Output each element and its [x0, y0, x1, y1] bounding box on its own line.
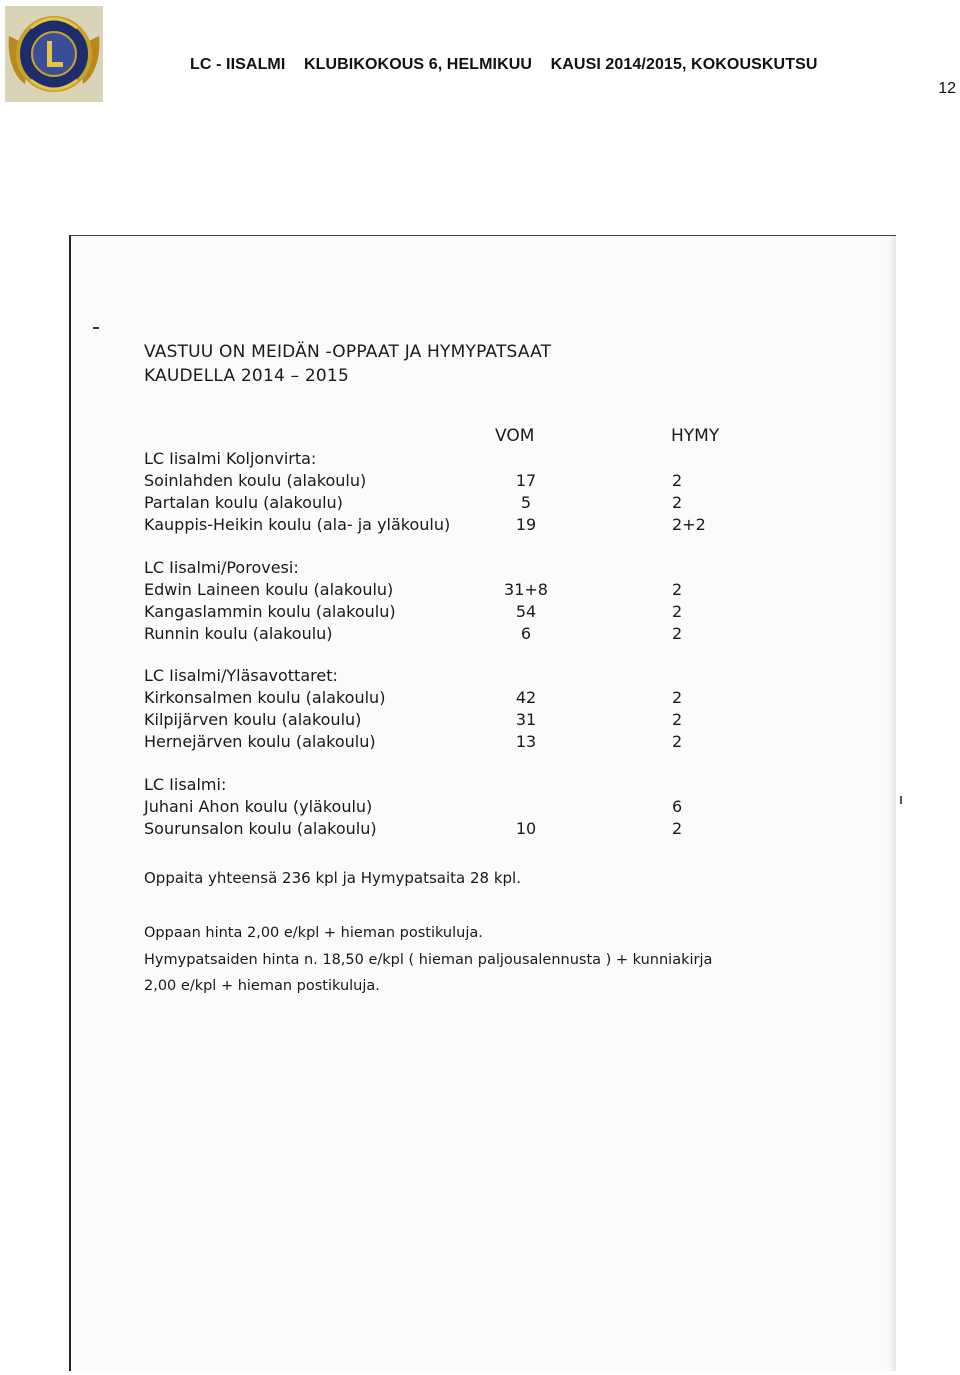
header-season: KAUSI 2014/2015, KOKOUSKUTSU	[550, 56, 818, 73]
page-number: 12	[938, 80, 956, 97]
hymy-count: 2	[672, 819, 683, 838]
column-header-hymy: HYMY	[671, 426, 720, 446]
vom-count: 54	[515, 602, 537, 621]
scanned-sheet: VASTUU ON MEIDÄN -OPPAAT JA HYMYPATSAAT KAUDELLA 2014 – 2015 VOM HYMY LC Iisalmi Koljonvirta: Soinlahden koulu (alakoulu) 17 2 Partalan koulu (alakoulu) 5 2 Kauppis-Heikin koulu (ala- ja yläkoulu) 19 2+2 LC Iisalmi/Porovesi: Edwin Laineen koulu (alakoulu) 31+8 2 Kangaslammin koulu (alakoulu) 54 2 Runnin koulu (alakoulu) 6 2 LC Iisalmi/Yläsavottaret: Kirkonsalmen koulu (alakoulu) 42 2 Kilpijärven koulu (alakoulu) 31 2 Hernejärven koulu (alakoulu) 13 2 LC Iisalmi: Juhani Ahon koulu (yläkoulu) 6 Sourunsalon koulu (alakoulu) 10 2 Oppaita yhteensä 236 kpl ja Hymypatsaita 28 kpl. Oppaan hinta 2,00 e/kpl + hieman postikuluja. Hymypatsaiden hinta n. 18,50 e/kpl ( hieman paljousalennusta ) + kunniakirja 2,00 e/kpl + hieman postikuluja.	[69, 235, 896, 1371]
note-certificate-price: 2,00 e/kpl + hieman postikuluja.	[144, 978, 380, 994]
document-title-line1: VASTUU ON MEIDÄN -OPPAAT JA HYMYPATSAAT	[144, 342, 552, 362]
hymy-count: 2	[672, 624, 683, 643]
vom-count: 13	[515, 732, 537, 751]
hymy-count: 2	[672, 493, 683, 512]
note-statue-price: Hymypatsaiden hinta n. 18,50 e/kpl ( hieman paljousalennusta ) + kunniakirja	[144, 951, 713, 968]
column-header-vom: VOM	[495, 426, 535, 446]
school-name: Soinlahden koulu (alakoulu)	[144, 471, 367, 490]
school-name: Kilpijärven koulu (alakoulu)	[144, 710, 362, 729]
hymy-count: 2	[672, 471, 683, 490]
school-name: Sourunsalon koulu (alakoulu)	[144, 819, 377, 838]
price-notes	[144, 920, 712, 1000]
document-title	[144, 340, 551, 388]
header-meeting: KLUBIKOKOUS 6, HELMIKUU	[303, 56, 533, 73]
vom-count: 42	[515, 688, 537, 707]
lions-emblem-icon	[5, 6, 103, 102]
hymy-count: 2	[672, 580, 683, 599]
header-title	[190, 56, 832, 74]
hymy-count: 2	[672, 732, 683, 751]
lions-logo	[5, 6, 103, 102]
vom-count: 5	[520, 493, 532, 512]
school-name: Juhani Ahon koulu (yläkoulu)	[144, 797, 373, 816]
vom-count: 6	[520, 624, 532, 643]
hymy-count: 2	[672, 710, 683, 729]
note-guide-price: Oppaan hinta 2,00 e/kpl + hieman postikuluja.	[144, 925, 483, 941]
vom-count: 19	[515, 515, 537, 534]
school-name: Partalan koulu (alakoulu)	[144, 493, 343, 512]
summary-line: Oppaita yhteensä 236 kpl ja Hymypatsaita 28 kpl.	[144, 869, 521, 887]
school-name: Kirkonsalmen koulu (alakoulu)	[144, 688, 386, 707]
vom-count: 31+8	[504, 580, 548, 599]
school-name: Hernejärven koulu (alakoulu)	[144, 732, 376, 751]
vom-count: 10	[515, 819, 537, 838]
school-name: Edwin Laineen koulu (alakoulu)	[144, 580, 394, 599]
header-club: LC - IISALMI	[190, 56, 286, 73]
school-name: Kangaslammin koulu (alakoulu)	[144, 602, 396, 621]
scan-mark	[93, 327, 99, 329]
hymy-count: 6	[672, 797, 683, 816]
hymy-count: 2+2	[672, 515, 706, 534]
document-title-line2: KAUDELLA 2014 – 2015	[144, 366, 349, 386]
vom-count: 17	[515, 471, 537, 490]
hymy-count: 2	[672, 688, 683, 707]
school-name: Kauppis-Heikin koulu (ala- ja yläkoulu)	[144, 515, 451, 534]
school-name: Runnin koulu (alakoulu)	[144, 624, 333, 643]
hymy-count: 2	[672, 602, 683, 621]
vom-count: 31	[515, 710, 537, 729]
scan-edge-mark	[900, 796, 902, 804]
